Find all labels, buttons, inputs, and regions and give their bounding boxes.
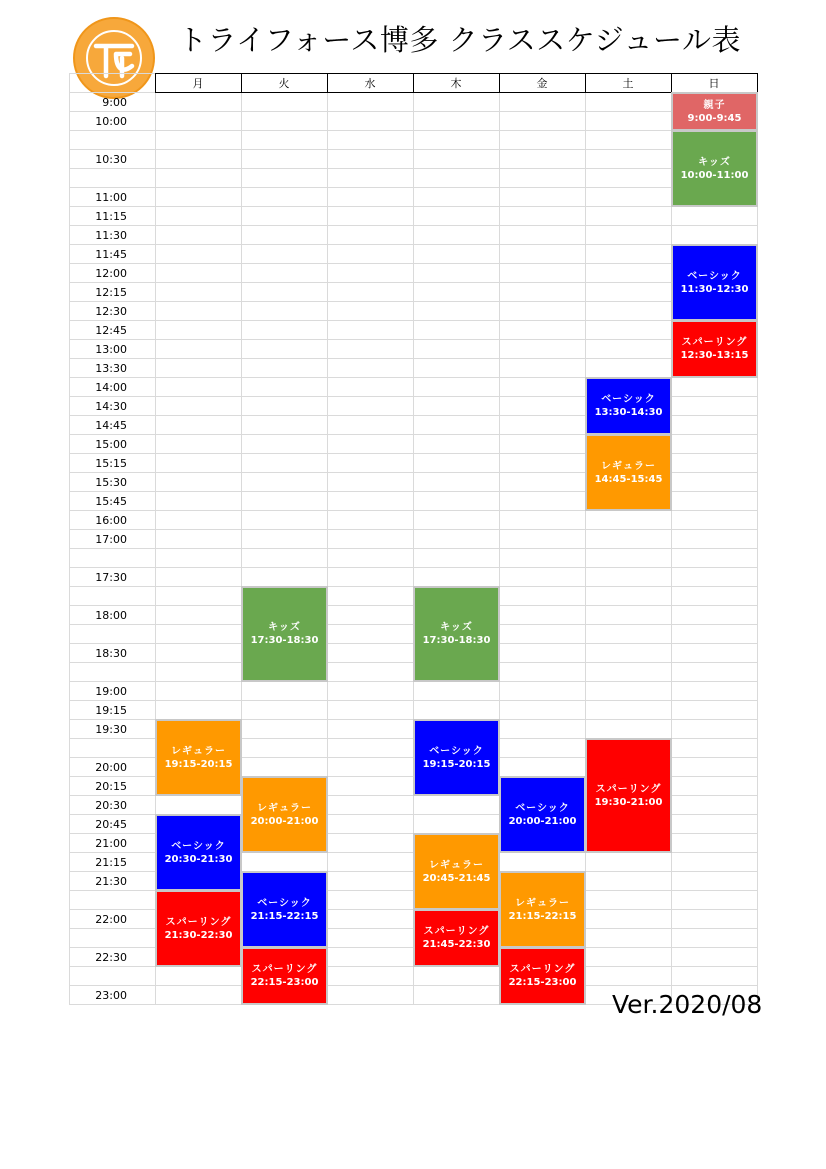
time-label: 17:30 [95,571,127,584]
header-divider [757,73,758,92]
schedule-grid [69,73,757,1004]
time-label: 10:30 [95,153,127,166]
grid-column-line [757,73,758,1004]
class-time: 13:30-14:30 [594,407,663,418]
class-time: 10:00-11:00 [680,169,749,181]
time-label: 13:00 [95,343,127,356]
class-time: 21:15-22:15 [250,910,319,922]
class-block [241,947,328,1005]
class-block [499,776,586,853]
class-name: レギュラー [601,460,656,472]
class-time: 20:00-21:00 [508,815,577,827]
class-name: スパーリング [595,783,662,795]
class-name: ベーシック [171,840,226,852]
class-block [671,320,758,378]
class-name: スパーリング [165,916,232,928]
time-label: 20:15 [95,780,127,793]
class-name: 親子 [703,99,726,111]
time-label: 16:00 [95,514,127,527]
time-label: 15:30 [95,476,127,489]
day-header: 火 [278,77,290,90]
time-label: 20:00 [95,761,127,774]
time-label: 19:00 [95,685,127,698]
class-name: ベーシック [601,394,656,405]
time-label: 11:30 [95,229,127,242]
class-name: ベーシック [687,270,742,282]
class-time: 17:30-18:30 [422,635,491,646]
time-label: 12:15 [95,286,127,299]
time-label: 10:00 [95,115,127,128]
class-name: ベーシック [515,802,570,814]
time-label: 11:15 [95,210,127,223]
class-name: キッズ [698,156,731,168]
grid-column-line [671,73,672,1004]
time-label: 11:00 [95,191,127,204]
class-time: 9:00-9:45 [687,112,742,124]
time-label: 14:45 [95,419,127,432]
class-time: 21:30-22:30 [164,929,233,941]
class-time: 20:00-21:00 [250,815,319,827]
time-label: 21:30 [95,875,127,888]
class-block [585,738,672,853]
class-block [155,890,242,967]
time-label: 17:00 [95,533,127,546]
class-time: 20:30-21:30 [164,853,233,865]
class-block [413,833,500,910]
grid-column-line [327,73,328,1004]
class-block [585,434,672,511]
version-label: Ver.2020/08 [612,990,763,1019]
class-block [499,871,586,948]
class-name: スパーリング [251,964,318,975]
time-label: 11:45 [95,248,127,261]
class-block [413,586,500,682]
class-name: レギュラー [515,897,570,909]
class-time: 22:15-23:00 [250,977,319,988]
header-border [155,92,757,93]
time-label: 12:30 [95,305,127,318]
time-label: 15:15 [95,457,127,470]
time-label: 22:30 [95,951,127,964]
class-name: レギュラー [257,802,312,814]
class-block [499,947,586,1005]
class-block [671,244,758,321]
class-time: 19:15-20:15 [164,758,233,770]
time-label: 13:30 [95,362,127,375]
time-label: 19:30 [95,723,127,736]
class-name: レギュラー [171,745,226,757]
class-block [241,776,328,853]
class-name: スパーリング [423,926,490,937]
class-time: 19:30-21:00 [594,796,663,808]
class-block [155,719,242,796]
class-time: 21:15-22:15 [508,910,577,922]
header-border [155,73,757,74]
time-label: 18:30 [95,647,127,660]
class-time: 12:30-13:15 [680,350,749,361]
time-label: 18:00 [95,609,127,622]
class-time: 21:45-22:30 [422,939,491,950]
class-name: スパーリング [681,337,748,348]
class-block [413,909,500,967]
time-label: 15:00 [95,438,127,451]
time-label: 21:00 [95,837,127,850]
time-label: 20:45 [95,818,127,831]
class-block [671,130,758,207]
class-name: ベーシック [429,745,484,757]
class-time: 20:45-21:45 [422,872,491,884]
class-time: 11:30-12:30 [680,283,749,295]
day-header: 土 [622,77,634,90]
day-header: 木 [450,77,462,90]
class-name: ベーシック [257,897,312,909]
day-header: 月 [192,77,204,90]
class-name: レギュラー [429,859,484,871]
day-header: 日 [708,77,720,90]
class-block [585,377,672,435]
time-label: 14:00 [95,381,127,394]
time-label: 22:00 [95,913,127,926]
time-label: 20:30 [95,799,127,812]
time-label: 19:15 [95,704,127,717]
time-label: 15:45 [95,495,127,508]
time-label: 23:00 [95,989,127,1002]
class-block [241,586,328,682]
class-time: 22:15-23:00 [508,977,577,988]
class-time: 17:30-18:30 [250,635,319,646]
class-block [155,814,242,891]
class-block [413,719,500,796]
day-header: 金 [536,77,548,90]
grid-column-line [585,73,586,1004]
time-label: 14:30 [95,400,127,413]
time-label: 12:00 [95,267,127,280]
class-time: 19:15-20:15 [422,758,491,770]
day-header: 水 [364,77,376,90]
time-label: 9:00 [102,96,127,109]
class-block [671,92,758,131]
page-title: トライフォース博多 クラススケジュール表 [178,23,741,57]
time-label: 21:15 [95,856,127,869]
class-time: 14:45-15:45 [594,473,663,485]
class-block [241,871,328,948]
class-name: スパーリング [509,964,576,975]
class-name: キッズ [440,622,473,633]
class-name: キッズ [268,622,301,633]
time-label: 12:45 [95,324,127,337]
